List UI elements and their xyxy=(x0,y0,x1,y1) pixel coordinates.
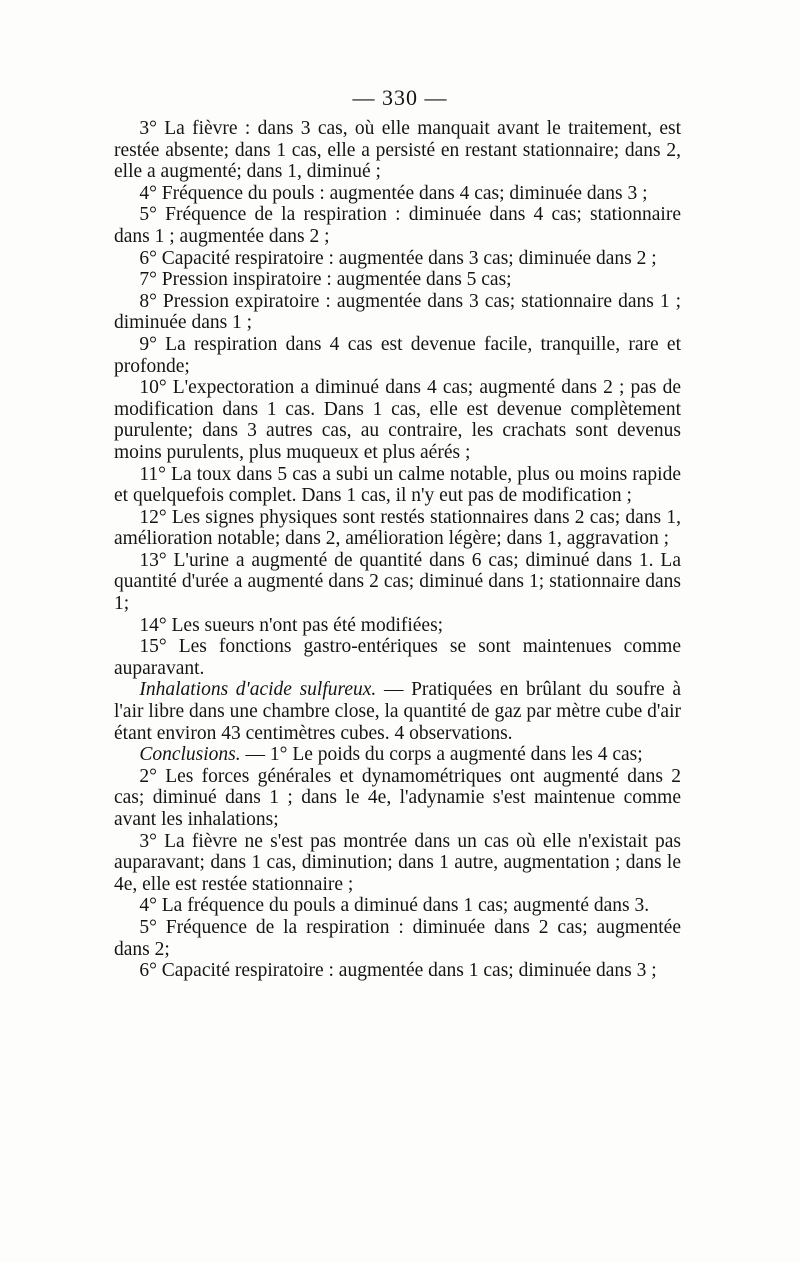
paragraph-toux: 11° La toux dans 5 cas a subi un calme notable, plus ou moins rapide et quelquefois complet. Dans 1 cas, il n'y eut pas de modification ; xyxy=(114,463,681,507)
paragraph-urine: 13° L'urine a augmenté de quantité dans 6 cas; diminué dans 1. La quantité d'urée a augmenté dans 2 cas; diminué dans 1; stationnaire dans 1; xyxy=(114,549,681,615)
section-text-inhalations: — Pratiquées en brûlant du soufre à l'air libre dans une chambre close, la quantité de gaz par mètre cube d'air étant environ 43 centimètres cubes. 4 observations. xyxy=(114,679,681,744)
paragraph-sueurs: 14° Les sueurs n'ont pas été modifiées; xyxy=(139,614,444,636)
paragraph-pouls-conclusion: 4° La fréquence du pouls a diminué dans 1 cas; augmenté dans 3. xyxy=(139,895,650,917)
page-body xyxy=(114,118,681,982)
section-heading-inhalations: Inhalations d'acide sulfureux. xyxy=(139,679,377,701)
section-text-conclusions: — 1° Le poids du corps a augmenté dans les 4 cas; xyxy=(240,744,643,766)
paragraph-fievre: 3° La fièvre : dans 3 cas, où elle manquait avant le traitement, est restée absente; dans 1 cas, elle a persisté en restant stationnaire; dans 2, elle a augmenté; dans 1, diminué ; xyxy=(114,118,681,183)
paragraph-capacite-respiratoire: 6° Capacité respiratoire : augmentée dans 3 cas; diminuée dans 2 ; xyxy=(139,247,657,269)
paragraph-frequence-respiration: 5° Fréquence de la respiration : diminuée dans 4 cas; stationnaire dans 1 ; augmentée dans 2 ; xyxy=(114,204,681,247)
paragraph-respiration: 9° La respiration dans 4 cas est devenue facile, tranquille, rare et profonde; xyxy=(114,333,681,377)
paragraph-forces: 2° Les forces générales et dynamométriques ont augmenté dans 2 cas; diminué dans 1 ; dans le 4e, l'adynamie s'est maintenue comme avant les inhalations; xyxy=(114,765,681,830)
paragraph-fonctions-gastro: 15° Les fonctions gastro-entériques se sont maintenues comme auparavant. xyxy=(114,636,681,679)
paragraph-capacite-conclusion: 6° Capacité respiratoire : augmentée dans 1 cas; diminuée dans 3 ; xyxy=(139,960,657,982)
page-number: — 330 — xyxy=(352,85,448,110)
paragraph-expectoration: 10° L'expectoration a diminué dans 4 cas; augmenté dans 2 ; pas de modification dans 1 cas. Dans 1 cas, elle est devenue complètement purulente; dans 3 autres cas, au contraire, les crachats sont devenus moins purulents, plus muqueux et plus aérés ; xyxy=(114,377,681,463)
paragraph-frequence-pouls: 4° Fréquence du pouls : augmentée dans 4 cas; diminuée dans 3 ; xyxy=(139,182,648,204)
paragraph-pression-expiratoire: 8° Pression expiratoire : augmentée dans 3 cas; stationnaire dans 1 ; diminuée dans 1 ; xyxy=(114,290,681,334)
paragraph-fievre-conclusion: 3° La fièvre ne s'est pas montrée dans un cas où elle n'existait pas auparavant; dans 1 cas, diminution; dans 1 autre, augmentation ; dans le 4e, elle est restée stationnaire ; xyxy=(114,830,681,895)
paragraph-pression-inspiratoire: 7° Pression inspiratoire : augmentée dans 5 cas; xyxy=(139,269,512,291)
section-heading-conclusions: Conclusions. xyxy=(139,744,241,766)
section-inhalations xyxy=(114,679,681,744)
section-conclusions xyxy=(114,744,681,766)
paragraph-respiration-conclusion: 5° Fréquence de la respiration : diminuée dans 2 cas; augmentée dans 2; xyxy=(114,916,681,960)
paragraph-signes-physiques: 12° Les signes physiques sont restés stationnaires dans 2 cas; dans 1, amélioration notable; dans 2, amélioration légère; dans 1, aggravation ; xyxy=(114,506,681,550)
